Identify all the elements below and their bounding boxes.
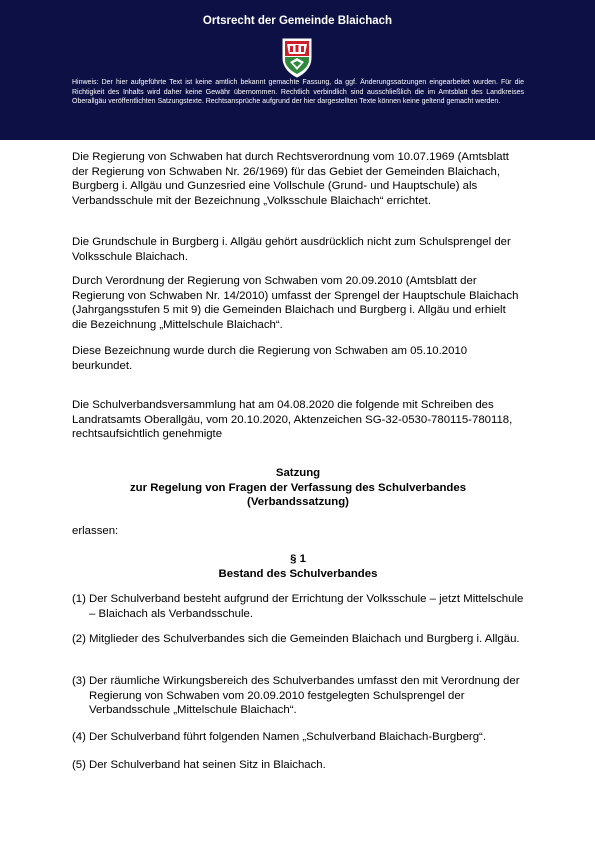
- list-item-number: (2): [72, 633, 86, 645]
- list-item-number: (4): [72, 731, 86, 743]
- section-number: § 1: [290, 553, 306, 565]
- statute-title: [72, 466, 524, 510]
- paragraph-beurkundung: Diese Bezeichnung wurde durch die Regierung von Schwaben am 05.10.2010 beurkundet.: [72, 345, 468, 372]
- list-item-number: (3): [72, 675, 86, 687]
- list-item: [72, 674, 524, 718]
- paragraph-grundschule: Die Grundschule in Burgberg i. Allgäu gehört ausdrücklich nicht zum Schulsprengel der Volksschule Blaichach.: [72, 236, 511, 263]
- statute-title-line3: (Verbandssatzung): [247, 496, 349, 509]
- paragraph-schulverbandsversammlung: Die Schulverbandsversammlung hat am 04.08.2020 die folgende mit Schreiben des Landratsamts Oberallgäu, vom 20.10.2020, Aktenzeichen SG-32-0530-780115-780118, rechtsaufsichtlich genehmigte: [72, 399, 513, 441]
- header-banner: [0, 0, 595, 140]
- list-item: [72, 730, 524, 745]
- list-item: [72, 758, 524, 773]
- statute-title-line1: Satzung: [275, 467, 321, 479]
- list-item-text: Der Schulverband hat seinen Sitz in Blaichach.: [89, 759, 326, 771]
- statute-title-line2: zur Regelung von Fragen der Verfassung des Schulverbandes: [129, 481, 467, 494]
- list-item-number: (5): [72, 759, 86, 771]
- paragraph-intro: Die Regierung von Schwaben hat durch Rechtsverordnung vom 10.07.1969 (Amtsblatt der Regierung von Schwaben Nr. 26/1969) für das Gebiet der Gemeinden Blaichach, Burgberg i. Allgäu und Gunzesried eine Vollschule (Grund- und Hauptschule) als Verbandsschule mit der Bezeichnung „Volksschule Blaichach“ errichtet.: [72, 151, 509, 207]
- list-item-text: Mitglieder des Schulverbandes sich die Gemeinden Blaichach und Burgberg i. Allgäu.: [89, 633, 520, 645]
- coat-of-arms-icon: [281, 36, 313, 78]
- list-item-text: Der Schulverband führt folgenden Namen „Schulverband Blaichach-Burgberg“.: [89, 731, 486, 743]
- list-item-text: Der räumliche Wirkungsbereich des Schulverbandes umfasst den mit Verordnung der Regierung von Schwaben vom 20.09.2010 festgelegten Schulsprengel der Verbandsschule „Mittelschule Blaichach“.: [89, 675, 520, 717]
- list-item: [72, 592, 524, 621]
- erlassen-text: erlassen:: [72, 525, 119, 537]
- list-item-number: (1): [72, 593, 86, 605]
- list-item: [72, 632, 524, 647]
- paragraph-verordnung: Durch Verordnung der Regierung von Schwaben vom 20.09.2010 (Amtsblatt der Regierung von Schwaben Nr. 14/2010) umfasst der Sprengel der Hauptschule Blaichach (Jahrgangsstufen 5 mit 9) die Gemeinden Blaichach und Burgberg i. Allgäu und erhielt die Bezeichnung „Mittelschule Blaichach“.: [72, 275, 519, 331]
- list-item-text: Der Schulverband besteht aufgrund der Errichtung der Volksschule – jetzt Mittelschule – Blaichach als Verbandsschule.: [89, 593, 524, 620]
- disclaimer-note: Hinweis: Der hier aufgeführte Text ist keine amtlich bekannt gemachte Fassung, da ggf. Änderungssatzungen eingearbeitet wurden. Für die Richtigkeit des Inhalts wird daher keine Gewähr übernommen. Rechtlich verbindlich sind ausschließlich die im Amtsblatt des Landkreises Oberallgäu veröffentlichten Satzungstexte. Rechtsansprüche aufgrund der hier dargestellten Texte können keine geltend gemacht werden.: [72, 79, 524, 106]
- section-title: Bestand des Schulverbandes: [218, 567, 378, 580]
- page-title: Ortsrecht der Gemeinde Blaichach: [202, 15, 393, 27]
- section-heading: [72, 552, 524, 581]
